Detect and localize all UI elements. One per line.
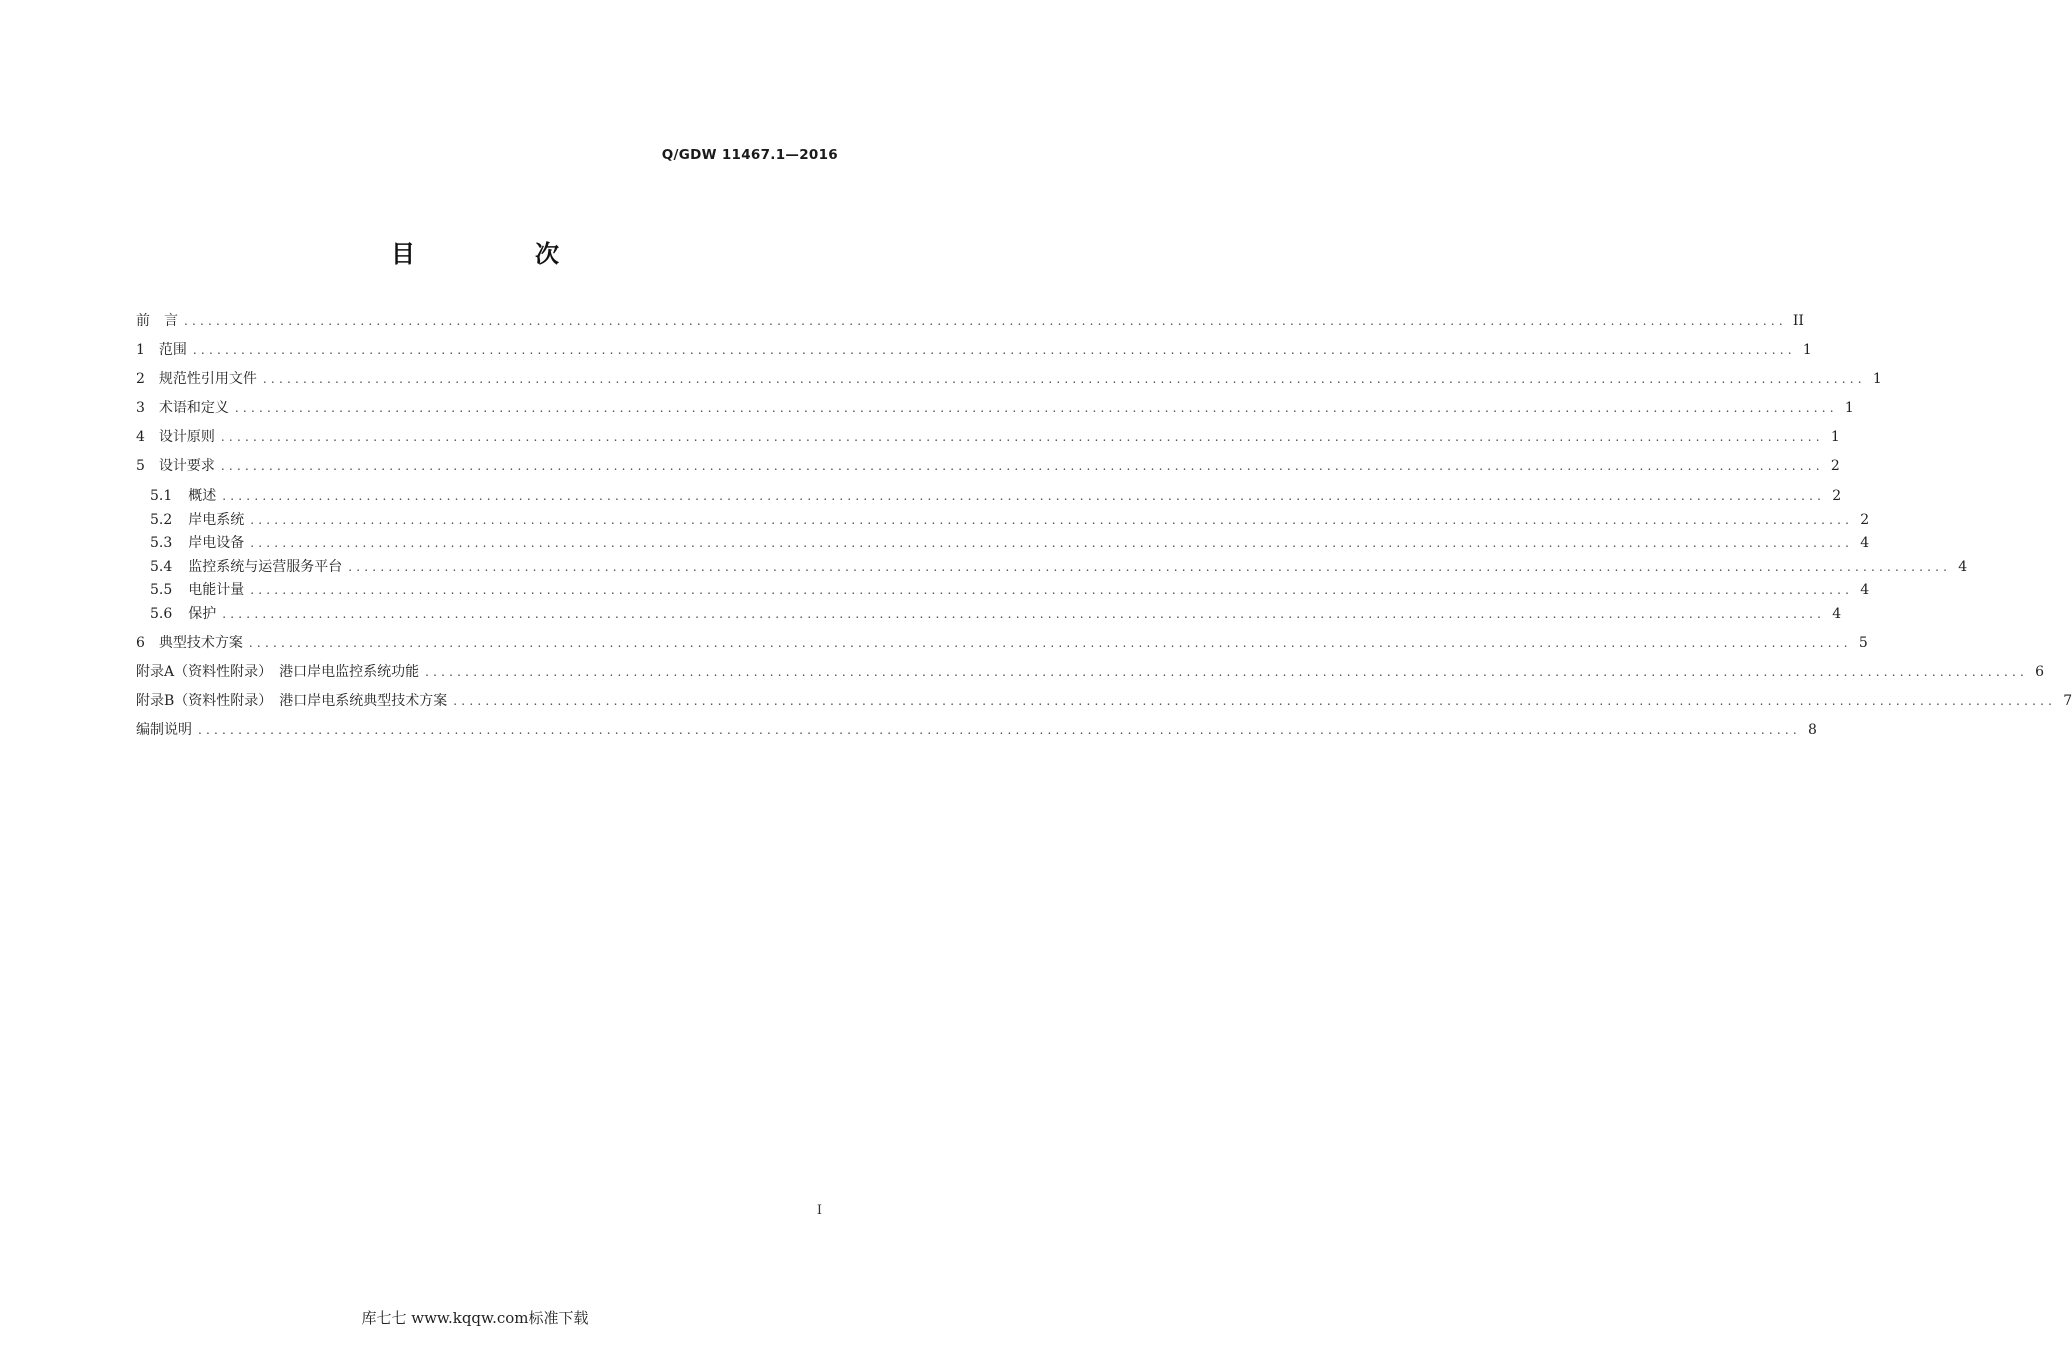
- toc-entry[interactable]: [136, 719, 1817, 741]
- toc-entry-title: 设计原则: [158, 429, 215, 445]
- toc-leader-dots: ........................................................................................................................................................................................................: [262, 372, 1866, 386]
- toc-entry-page: 4: [1958, 559, 1968, 575]
- toc-entry-page: 4: [1832, 606, 1842, 622]
- toc-leader-dots: ........................................................................................................................................................................................................: [248, 636, 1852, 650]
- toc-entry[interactable]: [150, 579, 1870, 601]
- toc-entry[interactable]: [136, 310, 1804, 332]
- footer-watermark: 库七七 www.kqqw.com标准下载: [361, 1309, 589, 1327]
- toc-entry[interactable]: [150, 603, 1842, 625]
- toc-entry-page: 4: [1860, 535, 1870, 551]
- toc-entry-number: 5.3: [150, 535, 173, 551]
- toc-leader-dots: ........................................................................................................................................................................................................: [234, 401, 1838, 415]
- toc-entry-page: 8: [1807, 722, 1817, 738]
- toc-entry-number: 1: [136, 342, 145, 358]
- toc-entry-page: 7: [2063, 693, 2072, 709]
- standard-code: Q/GDW 11467.1—2016: [661, 147, 838, 163]
- toc-entry-number: 5.4: [150, 559, 173, 575]
- toc-entry-number: 6: [136, 635, 145, 651]
- toc-leader-dots: ........................................................................................................................................................................................................: [192, 343, 1796, 357]
- toc-entry-title: 前 言: [136, 313, 178, 329]
- toc-entry[interactable]: [136, 690, 2072, 712]
- toc-entry-number: 3: [136, 400, 145, 416]
- toc-leader-dots: ........................................................................................................................................................................................................: [250, 536, 1854, 550]
- toc-entry-page: 2: [1860, 512, 1870, 528]
- toc-entry-title: 附录B（资料性附录） 港口岸电系统典型技术方案: [136, 693, 448, 709]
- toc-entry-title: 设计要求: [158, 458, 215, 474]
- toc-leader-dots: ........................................................................................................................................................................................................: [250, 513, 1854, 527]
- toc-entry-title: 概述: [188, 488, 217, 504]
- toc-entry-title: 范围: [158, 342, 187, 358]
- toc-entry-page: 1: [1872, 371, 1882, 387]
- toc-entry-title: 岸电设备: [188, 535, 245, 551]
- toc-entry-page: 2: [1830, 458, 1840, 474]
- toc-entry[interactable]: [136, 426, 1840, 448]
- toc-entry-title: 编制说明: [136, 722, 192, 738]
- toc-entry-number: 5.1: [150, 488, 173, 504]
- toc-entry[interactable]: [136, 397, 1854, 419]
- toc-leader-dots: ........................................................................................................................................................................................................: [348, 560, 1952, 574]
- toc-entry[interactable]: [150, 509, 1870, 531]
- toc-leader-dots: ........................................................................................................................................................................................................: [250, 583, 1854, 597]
- toc-leader-dots: ........................................................................................................................................................................................................: [222, 607, 1826, 621]
- toc-leader-dots: ........................................................................................................................................................................................................: [198, 723, 1801, 737]
- toc-entry-number: 4: [136, 429, 145, 445]
- toc-leader-dots: ........................................................................................................................................................................................................: [220, 430, 1824, 444]
- toc-entry[interactable]: [150, 485, 1842, 507]
- toc-entry[interactable]: [136, 661, 2044, 683]
- toc-entry[interactable]: [150, 532, 1870, 554]
- toc-entry-page: II: [1792, 313, 1804, 329]
- toc-entry-number: 5.6: [150, 606, 173, 622]
- toc-entry-title: 电能计量: [188, 582, 245, 598]
- toc-entry-number: 5: [136, 458, 145, 474]
- toc-entry-number: 5.2: [150, 512, 173, 528]
- toc-entry-title: 规范性引用文件: [158, 371, 257, 387]
- toc-entry[interactable]: [136, 632, 1868, 654]
- toc-entry-title: 附录A（资料性附录） 港口岸电监控系统功能: [136, 664, 420, 680]
- page-number: I: [816, 1203, 822, 1218]
- toc-entry[interactable]: [136, 339, 1812, 361]
- toc-entry-page: 1: [1844, 400, 1854, 416]
- toc-leader-dots: ........................................................................................................................................................................................................: [425, 665, 2028, 679]
- toc-leader-dots: ........................................................................................................................................................................................................: [222, 489, 1826, 503]
- toc-entry-page: 1: [1802, 342, 1812, 358]
- toc-entry[interactable]: [136, 368, 1882, 390]
- toc-entry[interactable]: [150, 556, 1968, 578]
- toc-entry-title: 典型技术方案: [158, 635, 243, 651]
- toc-entry-number: 5.5: [150, 582, 173, 598]
- toc-entry-page: 1: [1830, 429, 1840, 445]
- toc-entry-page: 4: [1860, 582, 1870, 598]
- toc-entry-page: 6: [2035, 664, 2044, 680]
- toc-entry[interactable]: [136, 455, 1840, 477]
- toc-entry-title: 监控系统与运营服务平台: [188, 559, 343, 575]
- toc-leader-dots: ........................................................................................................................................................................................................: [453, 694, 2057, 708]
- toc-entry-page: 2: [1832, 488, 1842, 504]
- toc-entry-title: 术语和定义: [158, 400, 229, 416]
- toc-entry-page: 5: [1858, 635, 1868, 651]
- toc-entry-title: 岸电系统: [188, 512, 245, 528]
- toc-leader-dots: ........................................................................................................................................................................................................: [184, 314, 1787, 328]
- toc-leader-dots: ........................................................................................................................................................................................................: [220, 459, 1824, 473]
- toc-entry-title: 保护: [188, 606, 217, 622]
- page-title: 目 次: [391, 240, 607, 268]
- toc-entry-number: 2: [136, 371, 145, 387]
